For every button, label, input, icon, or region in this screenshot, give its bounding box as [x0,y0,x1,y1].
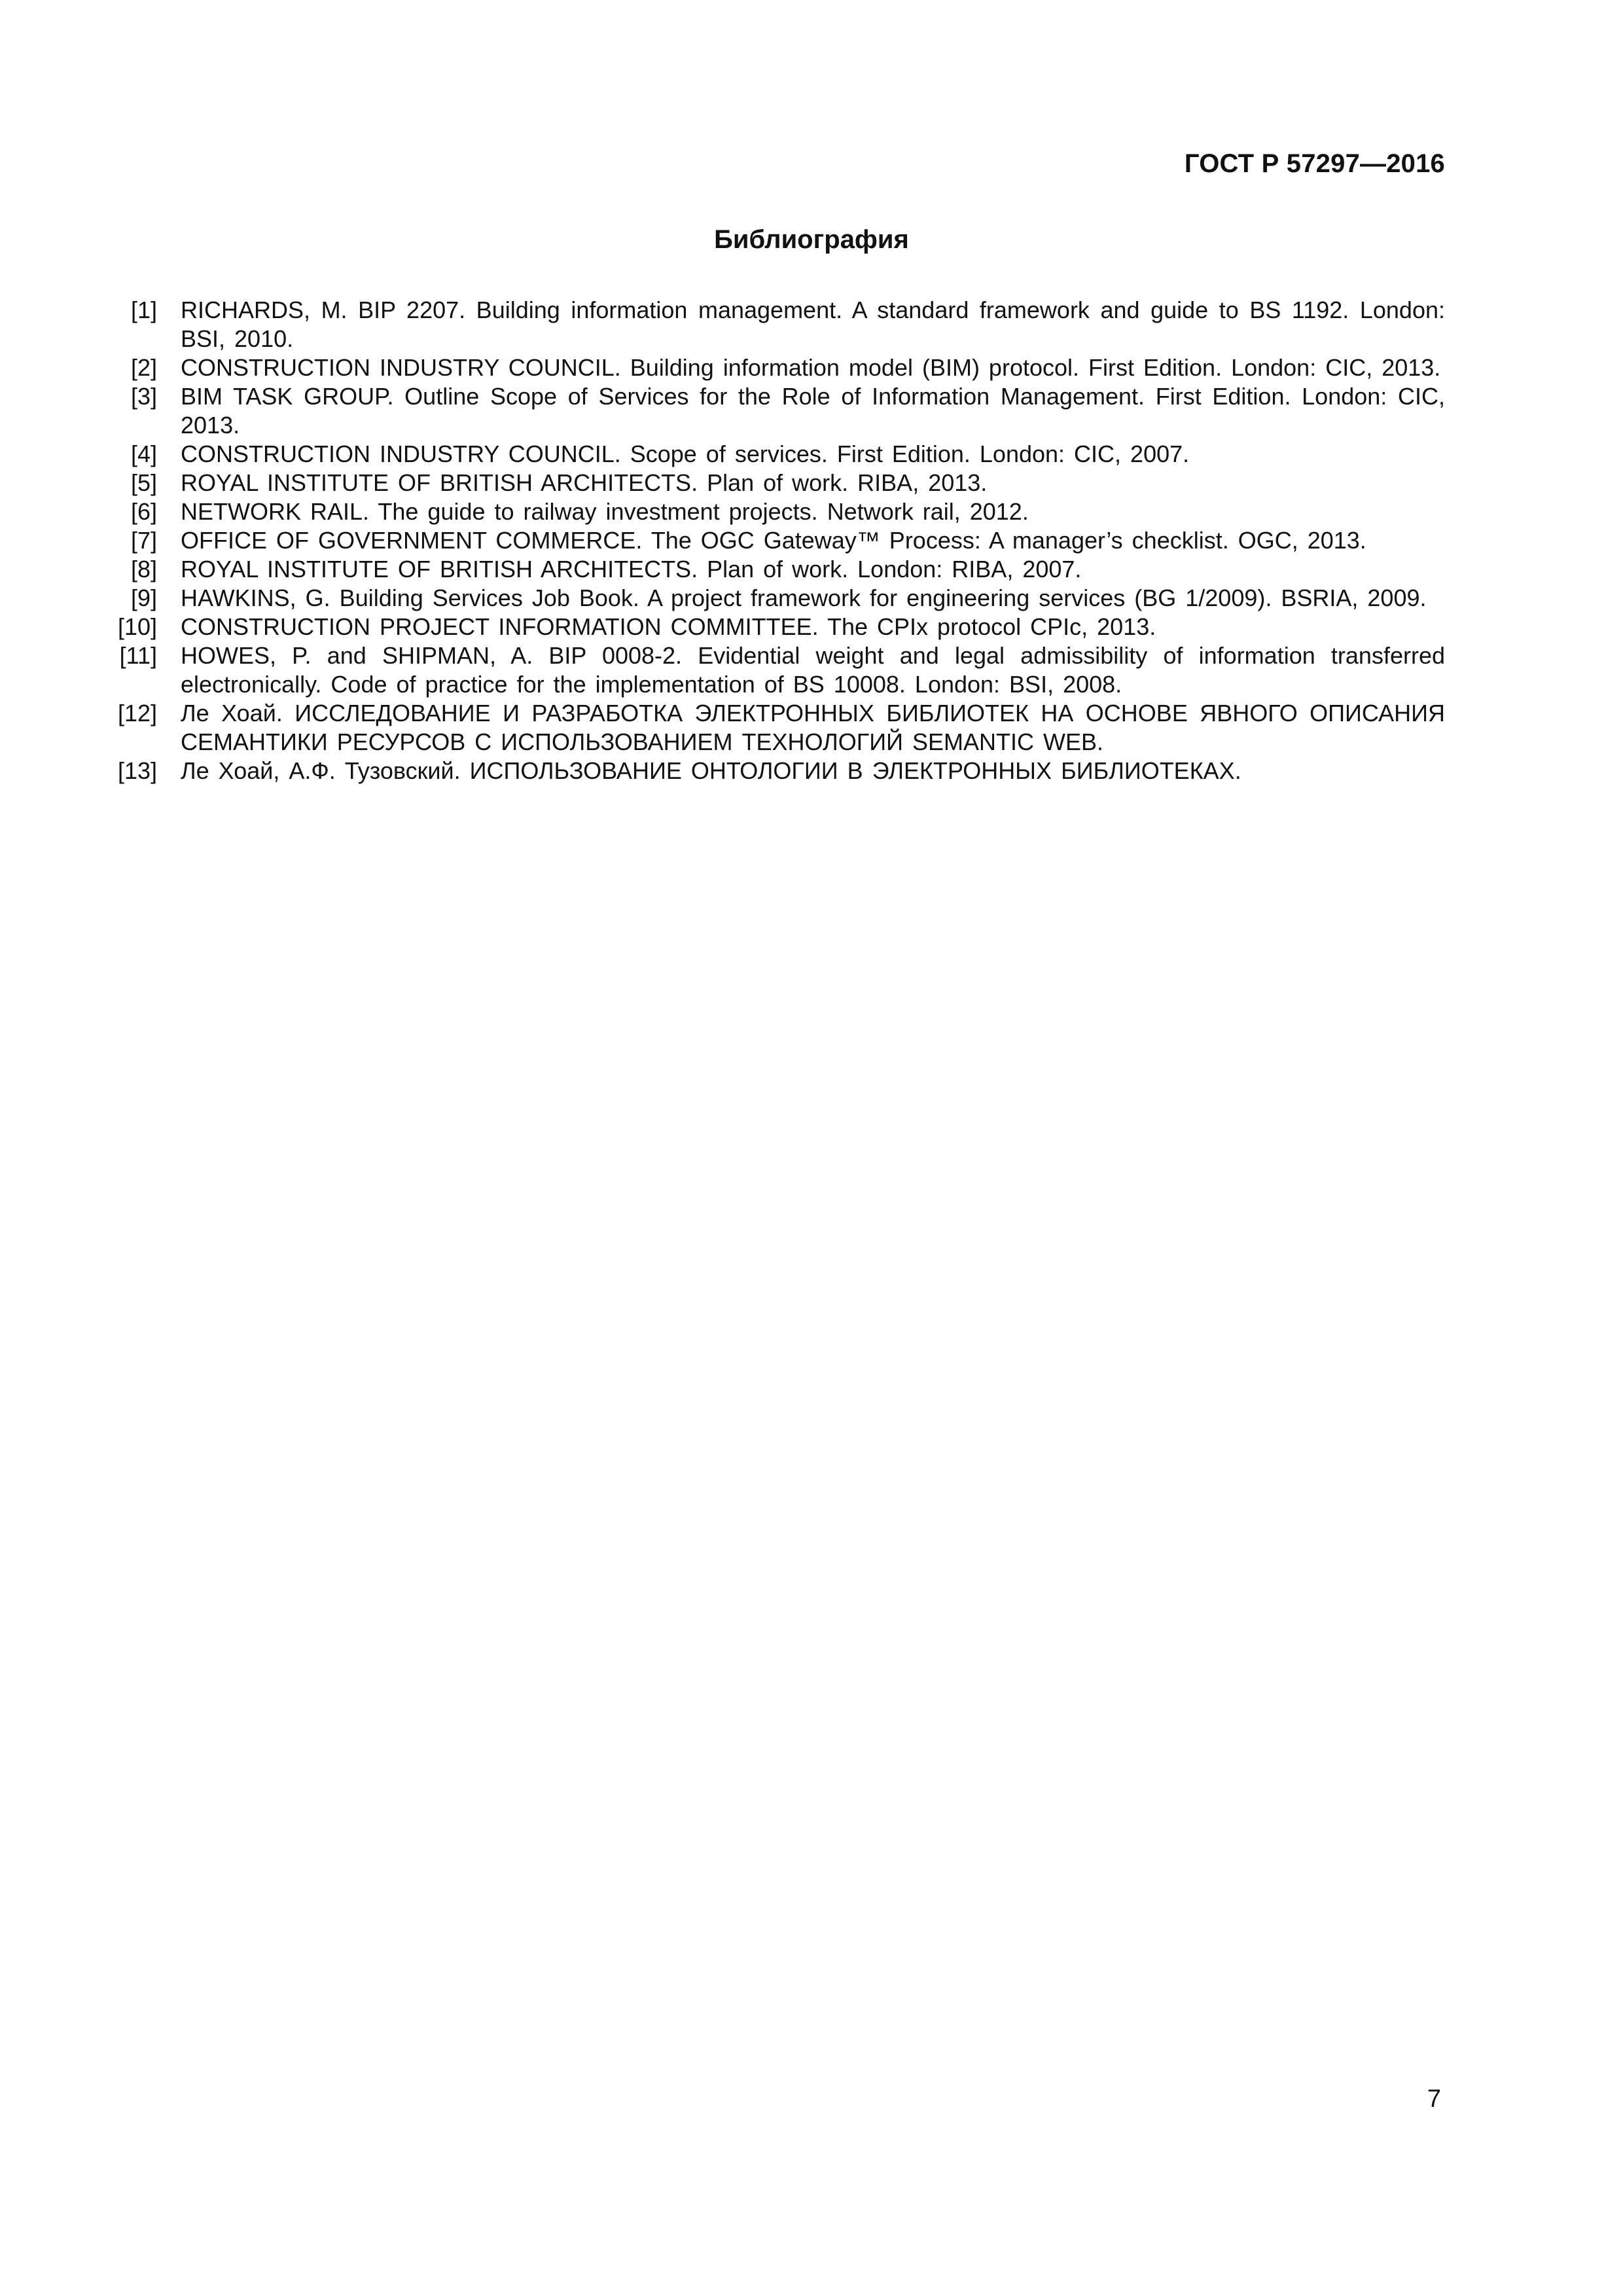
reference-item [110,353,1445,382]
reference-item [110,699,1445,757]
reference-item [110,613,1445,641]
reference-text: Ле Хоай. ИССЛЕДОВАНИЕ И РАЗРАБОТКА ЭЛЕКТРОННЫХ БИБЛИОТЕК НА ОСНОВЕ ЯВНОГО ОПИСАНИЯ СЕМАНТИКИ РЕСУРСОВ С ИСПОЛЬЗОВАНИЕМ ТЕХНОЛОГИЙ SEMANTIC WEB. [181,700,1445,755]
reference-text: CONSTRUCTION INDUSTRY COUNCIL. Scope of services. First Edition. London: CIC, 2007. [181,440,1190,467]
reference-text: RICHARDS, M. BIP 2207. Building information management. A standard framework and guide to BS 1192. London: BSI, 2010. [181,296,1445,352]
reference-text: NETWORK RAIL. The guide to railway investment projects. Network rail, 2012. [181,498,1029,525]
reference-number: [10] [117,613,157,640]
reference-item [110,641,1445,699]
reference-number: [9] [130,584,157,611]
reference-item [110,469,1445,497]
reference-text: OFFICE OF GOVERNMENT COMMERCE. The OGC Gateway™ Process: A manager’s checklist. OGC, 2013. [181,527,1366,554]
reference-text: CONSTRUCTION PROJECT INFORMATION COMMITTEE. The CPIx protocol CPIc, 2013. [181,613,1156,640]
reference-item [110,584,1445,613]
reference-number: [12] [117,700,157,726]
reference-item [110,296,1445,353]
reference-text: HOWES, P. and SHIPMAN, A. BIP 0008-2. Evidential weight and legal admissibility of information transferred electronically. Code of practice for the implementation of BS 10008. London: BSI, 2008. [181,642,1445,698]
reference-text: BIM TASK GROUP. Outline Scope of Services for the Role of Information Management. First Edition. London: CIC, 2013. [181,383,1445,439]
reference-text: ROYAL INSTITUTE OF BRITISH ARCHITECTS. Plan of work. London: RIBA, 2007. [181,556,1082,583]
reference-text: CONSTRUCTION INDUSTRY COUNCIL. Building information model (BIM) protocol. First Edition. London: CIC, 2013. [181,354,1441,381]
reference-item [110,497,1445,526]
reference-number: [13] [117,757,157,784]
document-code: ГОСТ Р 57297—2016 [1184,149,1445,178]
reference-item [110,757,1445,785]
reference-number: [4] [130,440,157,467]
reference-item [110,382,1445,440]
reference-number: [2] [130,354,157,381]
reference-number: [5] [130,469,157,496]
reference-item [110,526,1445,555]
reference-number: [1] [130,296,157,323]
reference-number: [7] [130,527,157,554]
reference-number: [3] [130,383,157,410]
reference-number: [6] [130,498,157,525]
reference-text: HAWKINS, G. Building Services Job Book. A project framework for engineering services (BG 1/2009). BSRIA, 2009. [181,584,1427,611]
reference-item [110,440,1445,469]
bibliography-list [110,296,1445,785]
bibliography-heading: Библиография [714,225,909,254]
reference-number: [8] [130,556,157,583]
page-number: 7 [1427,2085,1441,2113]
reference-text: Ле Хоай, А.Ф. Тузовский. ИСПОЛЬЗОВАНИЕ ОНТОЛОГИИ В ЭЛЕКТРОННЫХ БИБЛИОТЕКАХ. [181,757,1241,784]
reference-item [110,555,1445,584]
reference-number: [11] [119,642,157,669]
reference-text: ROYAL INSTITUTE OF BRITISH ARCHITECTS. Plan of work. RIBA, 2013. [181,469,988,496]
